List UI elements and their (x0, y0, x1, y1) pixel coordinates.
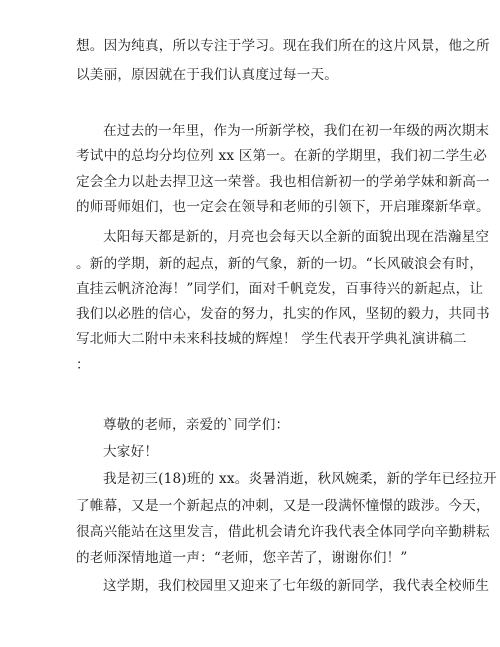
text-line: 。新的学期，新的起点，新的气象，新的一切。“长风破浪会有时， (76, 256, 484, 272)
salutation: 尊敬的老师，亲爱的`同学们： (103, 417, 290, 433)
text-line: 定会全力以赴去捍卫这一荣誉。我也相信新初一的学弟学妹和新高一 (76, 174, 490, 190)
paragraph-first-line: 这学期，我们校园里又迎来了七年级的新同学，我代表全校师生 (103, 578, 490, 594)
text-line: 了帷幕，又是一个新起点的冲刺，又是一段满怀憧憬的跋涉。今天， (76, 498, 490, 514)
text-line: 直挂云帆济沧海！”同学们，面对千帆竞发，百事待兴的新起点，让 (76, 281, 484, 297)
text-line: 写北师大二附中未来科技城的辉煌！ 学生代表开学典礼演讲稿二 (76, 331, 467, 347)
text-line: 的师哥师姐们，也一定会在领导和老师的引领下，开启璀璨新华章。 (76, 199, 490, 215)
text-line: 的老师深情地道一声：“老师，您辛苦了，谢谢你们！” (76, 550, 408, 566)
paragraph-first-line: 在过去的一年里，作为一所新学校，我们在初一年级的两次期末 (103, 123, 490, 139)
text-line: ： (76, 357, 90, 373)
text-line: 以美丽，原因就在于我们认真度过每一天。 (76, 67, 339, 83)
text-line: 想。因为纯真，所以专注于学习。现在我们所在的这片风景，他之所 (76, 38, 490, 54)
greeting: 大家好！ (103, 444, 159, 460)
paragraph-first-line: 我是初三(18)班的 xx。炎暑消逝，秋风婉柔，新的学年已经拉开 (103, 471, 497, 487)
text-line: 考试中的总均分均位列 xx 区第一。在新的学期里，我们初二学生必 (76, 148, 487, 164)
paragraph-first-line: 太阳每天都是新的，月亮也会每天以全新的面貌出现在浩瀚星空 (103, 229, 490, 245)
text-line: 很高兴能站在这里发言，借此机会请允许我代表全体同学向辛勤耕耘 (76, 524, 490, 540)
text-line: 我们以必胜的信心，发奋的努力，扎实的作风，坚韧的毅力，共同书 (76, 306, 490, 322)
